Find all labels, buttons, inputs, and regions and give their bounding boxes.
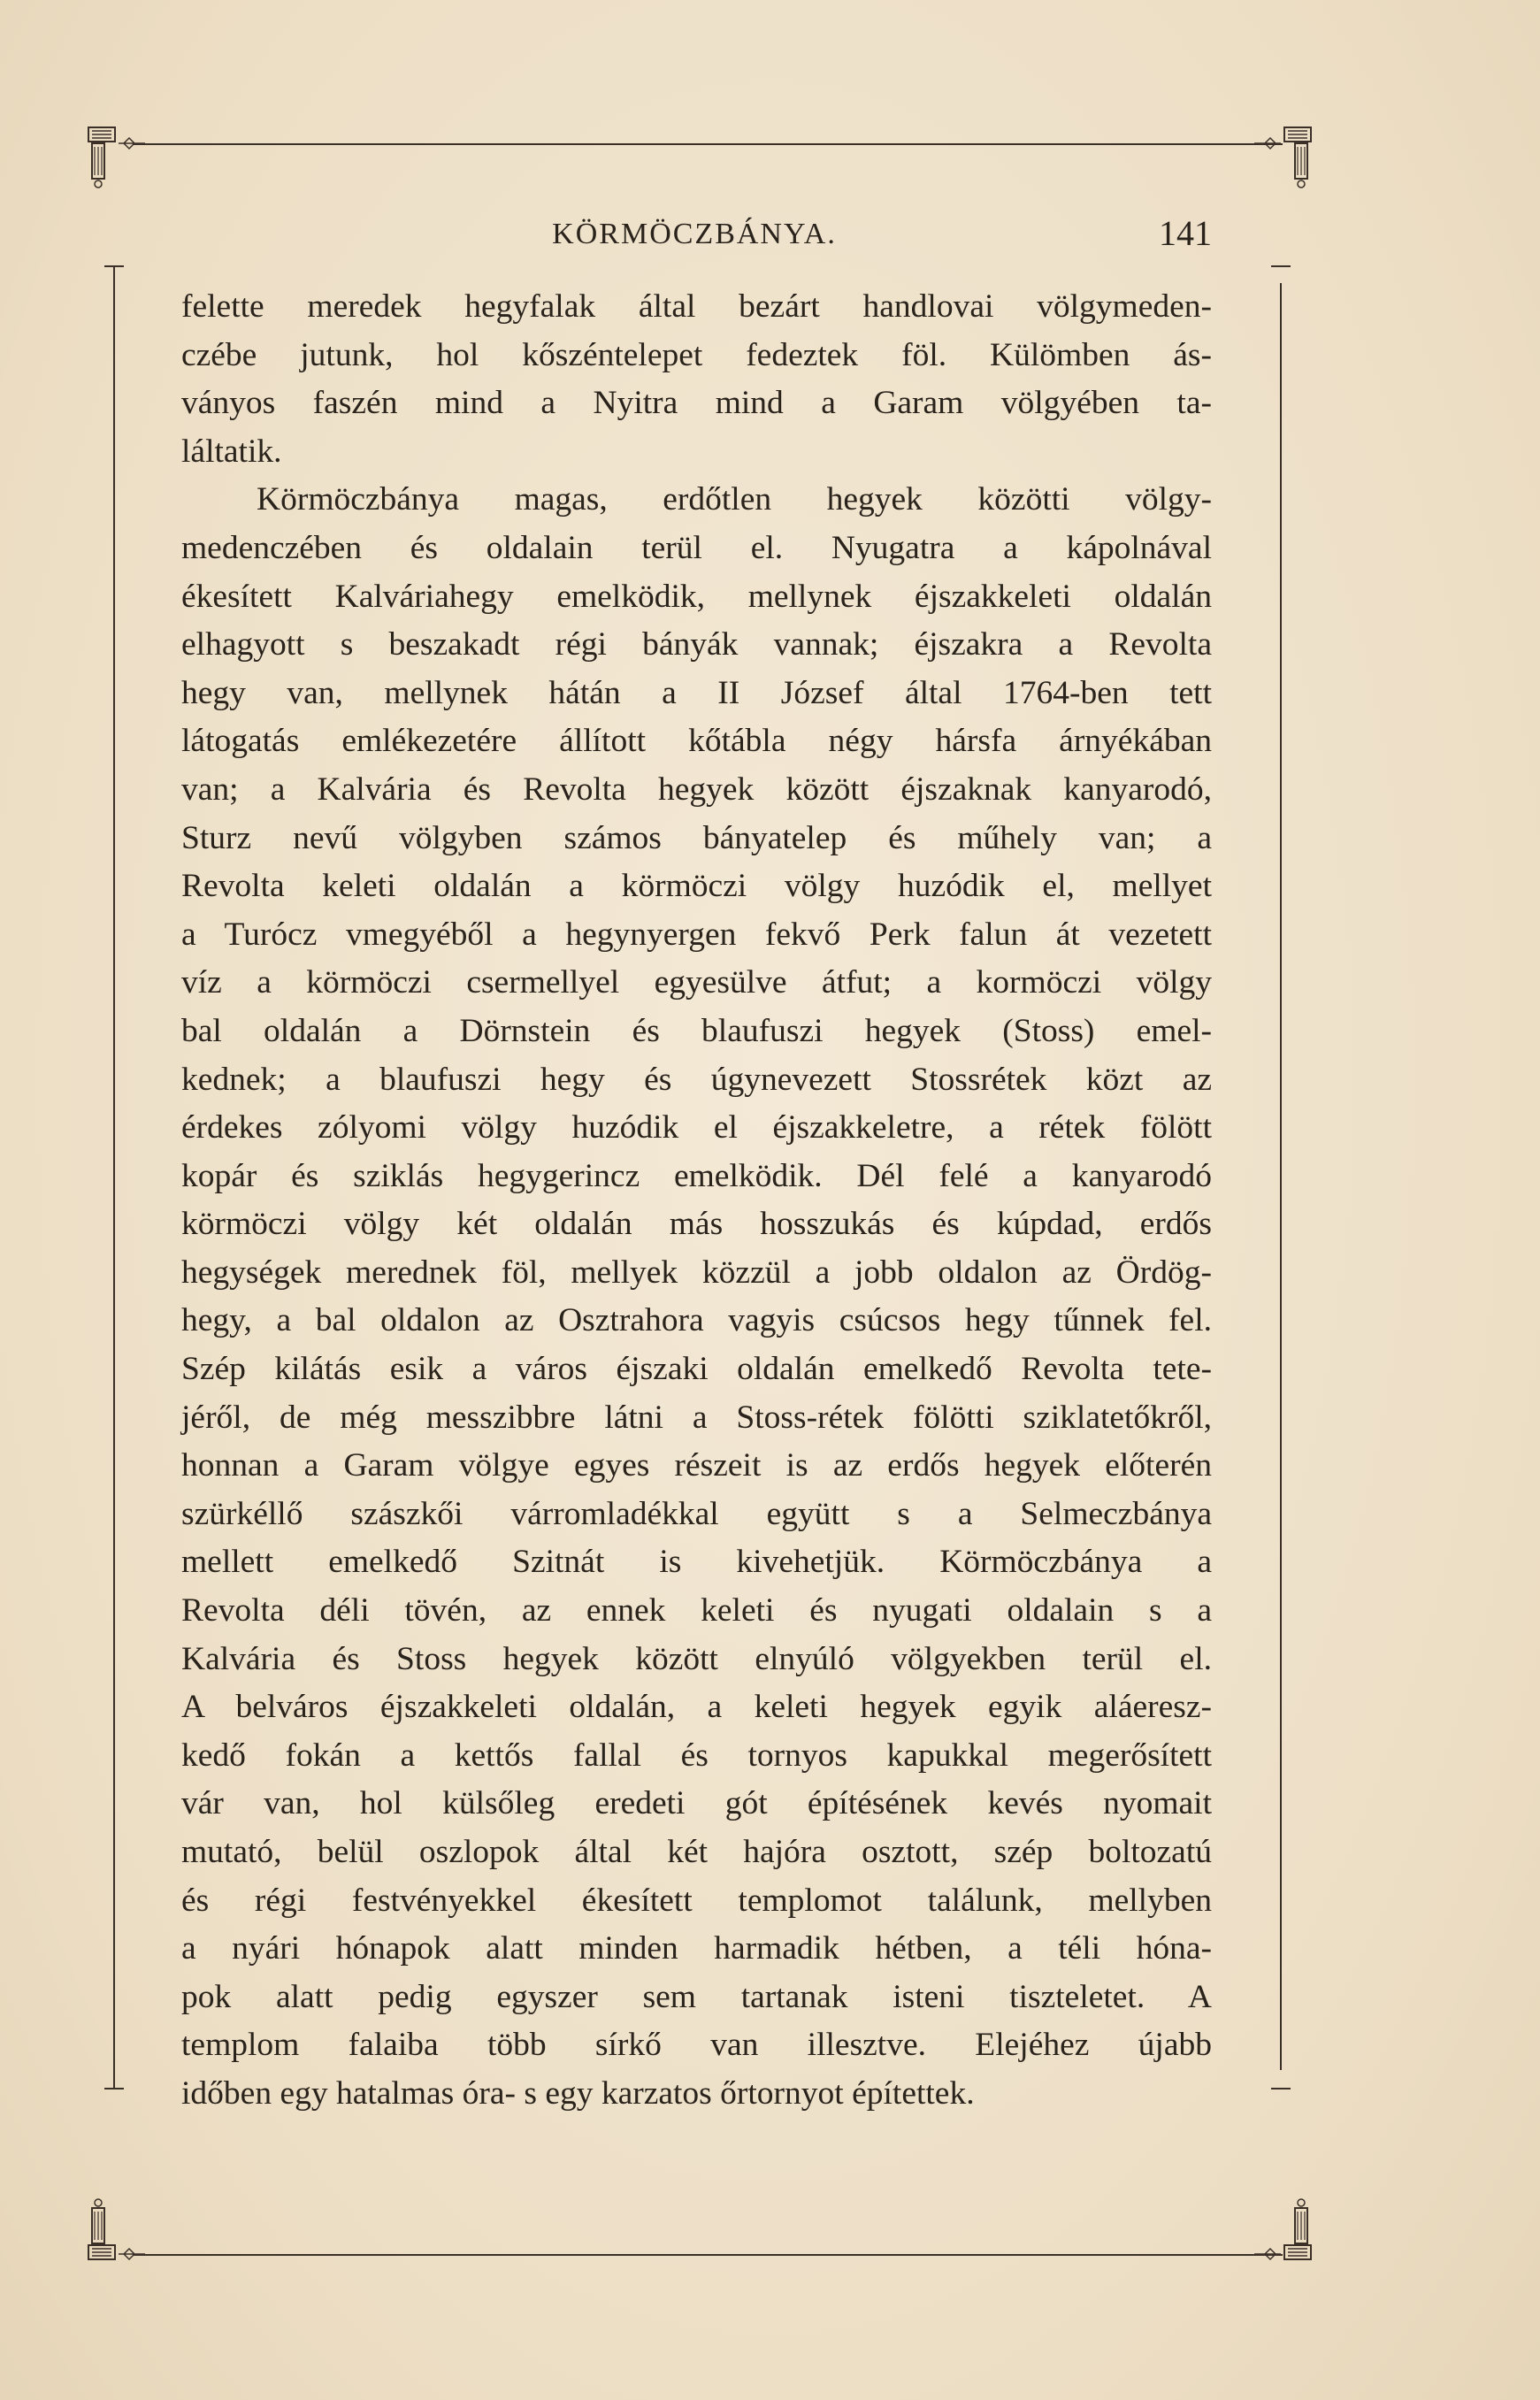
running-head: KÖRMÖCZBÁNYA. (552, 218, 837, 250)
ornament-corner-icon (1253, 124, 1314, 195)
right-flourish-top (1271, 265, 1291, 267)
text-line: bal oldalán a Dörnstein és blaufuszi hegyek (Stoss) emel- (181, 1012, 1212, 1049)
frame-right-rule (1280, 283, 1282, 2070)
text-line: ványos faszén mind a Nyitra mind a Garam völgyében ta- (181, 385, 1212, 422)
text-line: A belváros éjszakkeleti oldalán, a keleti hegyek egyik aláeresz- (181, 1689, 1212, 1726)
text-line: a nyári hónapok alatt minden harmadik hétben, a téli hóna- (181, 1930, 1212, 1967)
text-line: hegységek merednek föl, mellyek közzül a jobb oldalon az Ördög- (181, 1254, 1212, 1291)
text-line: hegy, a bal oldalon az Osztrahora vagyis csúcsos hegy tűnnek fel. (181, 1302, 1212, 1339)
page-header (177, 212, 1212, 262)
text-line: pok alatt pedig egyszer sem tartanak isteni tiszteletet. A (181, 1978, 1212, 2015)
text-line: Szép kilátás esik a város éjszaki oldalán emelkedő Revolta tete- (181, 1351, 1212, 1388)
corner-bottom-left (85, 2194, 147, 2265)
text-line: kedő fokán a kettős fallal és tornyos kapukkal megerősített (181, 1737, 1212, 1774)
text-line: víz a körmöczi csermellyel egyesülve átfut; a kormöczi völgy (181, 964, 1212, 1001)
text-line: czébe jutunk, hol kőszéntelepet fedeztek föl. Külömben ás- (181, 336, 1212, 373)
text-line: Sturz nevű völgyben számos bányatelep és műhely van; a (181, 819, 1212, 856)
text-line: körmöczi völgy két oldalán más hosszukás és kúpdad, erdős (181, 1206, 1212, 1243)
text-line: vár van, hol külsőleg eredeti gót építésének kevés nyomait (181, 1785, 1212, 1822)
text-line: kednek; a blaufuszi hegy és úgynevezett Stossrétek közt az (181, 1061, 1212, 1098)
text-line: Revolta keleti oldalán a körmöczi völgy huzódik el, mellyet (181, 868, 1212, 905)
text-line: szürkéllő szászkői várromladékkal együtt s a Selmeczbánya (181, 1495, 1212, 1532)
page-number: 141 (1159, 213, 1212, 253)
frame-top-rule (133, 143, 1283, 145)
text-line: Kalvária és Stoss hegyek között elnyúló völgyekben terül el. (181, 1640, 1212, 1677)
text-line: és régi festvényekkel ékesített templomot találunk, mellyben (181, 1882, 1212, 1919)
text-line: Revolta déli tövén, az ennek keleti és nyugati oldalain s a (181, 1592, 1212, 1629)
text-line: mutató, belül oszlopok által két hajóra osztott, szép boltozatú (181, 1834, 1212, 1870)
frame-bottom-rule (133, 2254, 1283, 2256)
text-line: Körmöczbánya magas, erdőtlen hegyek közötti völgy- (257, 481, 1212, 518)
corner-top-right (1253, 124, 1314, 195)
text-line: felette meredek hegyfalak által bezárt handlovai völgymeden- (181, 288, 1212, 325)
text-line: érdekes zólyomi völgy huzódik el éjszakkeletre, a rétek fölött (181, 1109, 1212, 1146)
left-flourish-top (104, 265, 124, 267)
body-text (181, 283, 1212, 2119)
text-line: kopár és sziklás hegygerincz emelködik. Dél felé a kanyarodó (181, 1157, 1212, 1194)
left-flourish-bottom (104, 2088, 124, 2089)
ornament-corner-icon (85, 124, 147, 195)
frame-left-rule (113, 265, 115, 2088)
text-line: láltatik. (181, 433, 282, 470)
ornament-corner-icon (85, 2194, 147, 2265)
text-line: templom falaiba több sírkő van illesztve. Elejéhez újabb (181, 2027, 1212, 2064)
text-line: látogatás emlékezetére állított kőtábla négy hársfa árnyékában (181, 723, 1212, 760)
text-line: hegy van, mellynek hátán a II József által 1764-ben tett (181, 674, 1212, 711)
corner-top-left (85, 124, 147, 195)
text-line: ékesített Kalváriahegy emelködik, mellynek éjszakkeleti oldalán (181, 578, 1212, 615)
right-flourish-bottom (1271, 2088, 1291, 2089)
corner-bottom-right (1253, 2194, 1314, 2265)
text-line: a Turócz vmegyéből a hegynyergen fekvő Perk falun át vezetett (181, 916, 1212, 953)
text-line: honnan a Garam völgye egyes részeit is az erdős hegyek előterén (181, 1447, 1212, 1484)
text-line: mellett emelkedő Szitnát is kivehetjük. Körmöczbánya a (181, 1544, 1212, 1581)
text-line: van; a Kalvária és Revolta hegyek között éjszaknak kanyarodó, (181, 771, 1212, 808)
ornament-corner-icon (1253, 2194, 1314, 2265)
text-line: elhagyott s beszakadt régi bányák vannak; éjszakra a Revolta (181, 626, 1212, 663)
text-line: jéről, de még messzibbre látni a Stoss-rétek fölötti sziklatetőkről, (181, 1399, 1212, 1436)
text-line: medenczében és oldalain terül el. Nyugatra a kápolnával (181, 529, 1212, 566)
text-line: időben egy hatalmas óra- s egy karzatos őrtornyot építettek. (181, 2074, 975, 2112)
